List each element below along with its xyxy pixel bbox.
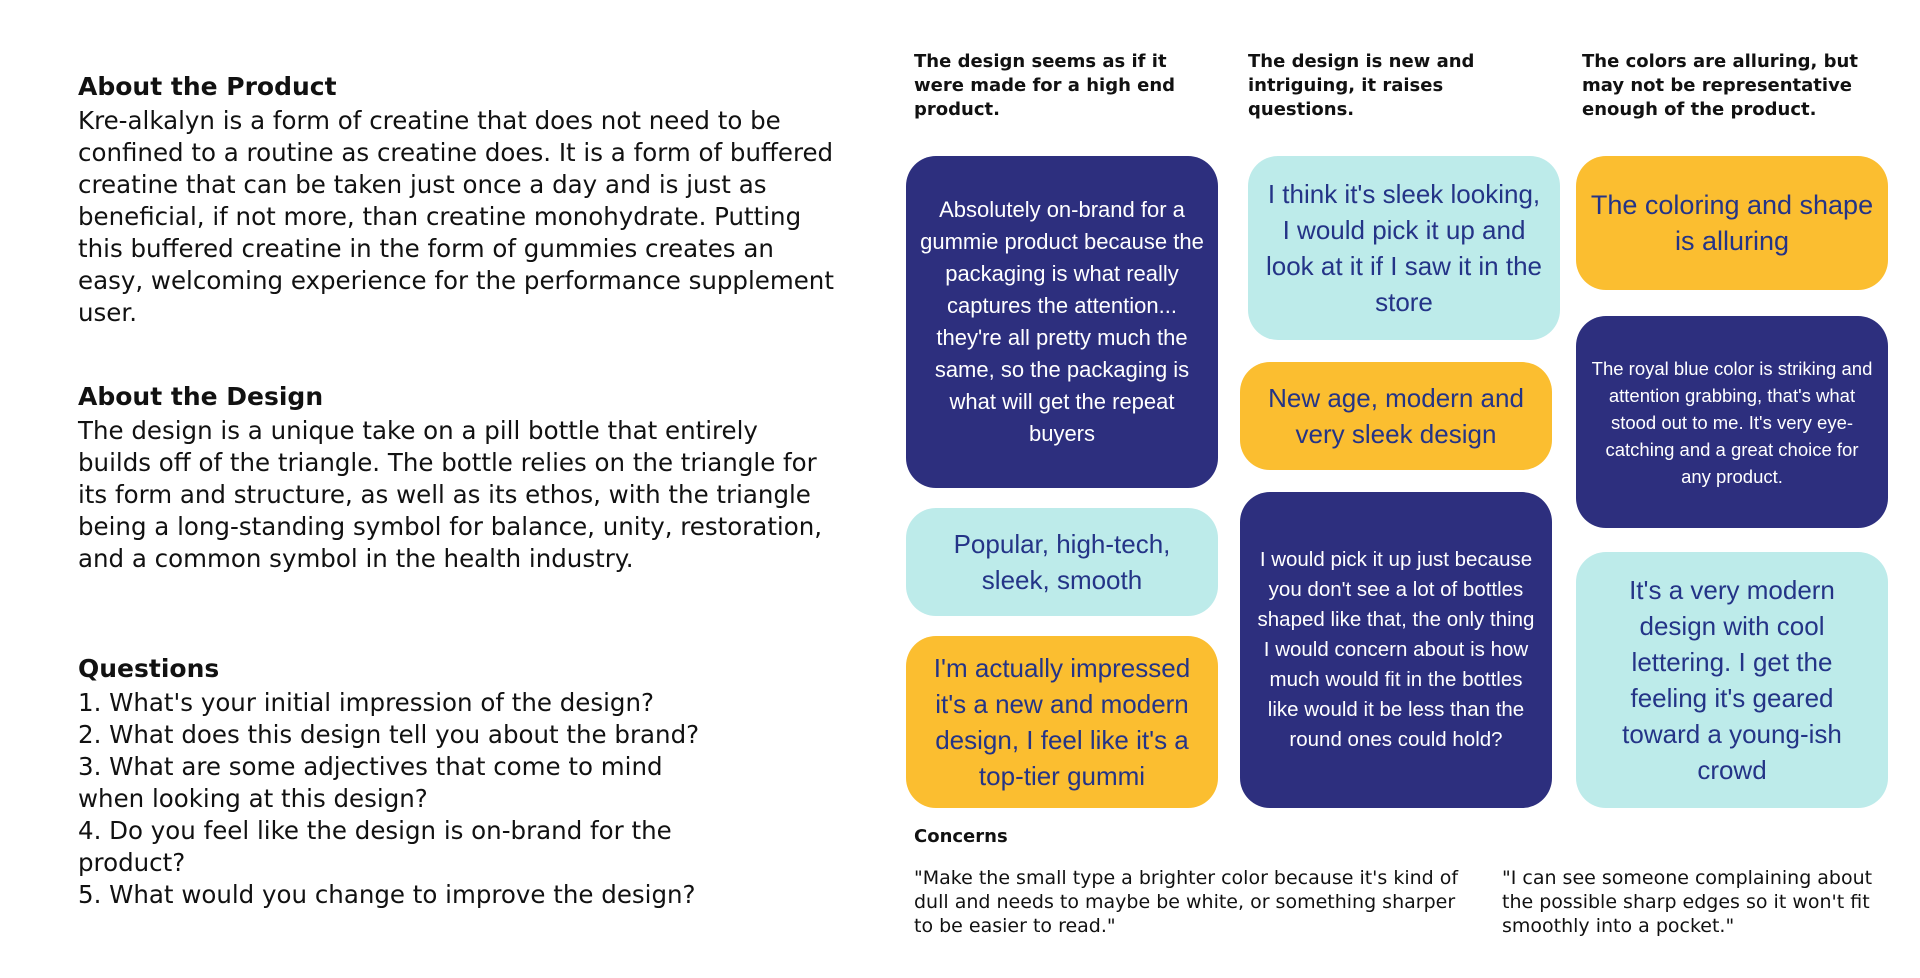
about-design-title: About the Design [78,382,324,411]
question-item: 1. What's your initial impression of the design? [78,688,655,717]
column-heading-2: The design is new and intriguing, it raises questions. [1248,51,1475,120]
question-item: 3. What are some adjectives that come to mind when looking at this design? [78,752,663,813]
concern-quote: "Make the small type a brighter color because it's kind of dull and needs to maybe be white, or something sharper to be easier to read." [914,867,1459,937]
feedback-card: Popular, high-tech, sleek, smooth [906,508,1218,616]
about-product-section [78,72,838,329]
question-item: 2. What does this design tell you about the brand? [78,720,700,749]
column-heading-3: The colors are alluring, but may not be representative enough of the product. [1582,51,1858,120]
column-heading-1: The design seems as if it were made for a high end product. [914,51,1176,120]
question-item: 4. Do you feel like the design is on-brand for the product? [78,816,672,877]
about-design-body: The design is a unique take on a pill bottle that entirely builds off of the triangle. The bottle relies on the triangle for its form and structure, as well as its ethos, with the triangle being a long-standing symbol for balance, unity, restoration, and a common symbol in the health industry. [78,416,823,573]
questions-section [78,654,718,911]
concerns-title: Concerns [914,826,1008,847]
question-item: 5. What would you change to improve the design? [78,880,696,909]
feedback-card: The royal blue color is striking and attention grabbing, that's what stood out to me. It's very eye-catching and a great choice for any product. [1576,316,1888,528]
feedback-card: I think it's sleek looking, I would pick it up and look at it if I saw it in the store [1248,156,1560,340]
about-product-body: Kre-alkalyn is a form of creatine that does not need to be confined to a routine as creatine does. It is a form of buffered creatine that can be taken just once a day and is just as beneficial, if not more, than creatine monohydrate. Putting this buffered creatine in the form of gummies creates an easy, welcoming experience for the performance supplement user. [78,106,834,327]
about-product-title: About the Product [78,72,337,101]
feedback-card: I would pick it up just because you don't see a lot of bottles shaped like that, the only thing I would concern about is how much would fit in the bottles like would it be less than the round ones could hold? [1240,492,1552,808]
questions-title: Questions [78,654,220,683]
concern-quote: "I can see someone complaining about the possible sharp edges so it won't fit smoothly into a pocket." [1502,867,1873,937]
about-design-section [78,382,838,575]
questions-list [78,687,718,911]
feedback-card: The coloring and shape is alluring [1576,156,1888,290]
feedback-card: New age, modern and very sleek design [1240,362,1552,470]
feedback-card: I'm actually impressed it's a new and modern design, I feel like it's a top-tier gummi [906,636,1218,808]
feedback-card: Absolutely on-brand for a gummie product because the packaging is what really captures the attention... they're all pretty much the same, so the packaging is what will get the repeat buyers [906,156,1218,488]
feedback-card: It's a very modern design with cool lettering. I get the feeling it's geared toward a young-ish crowd [1576,552,1888,808]
